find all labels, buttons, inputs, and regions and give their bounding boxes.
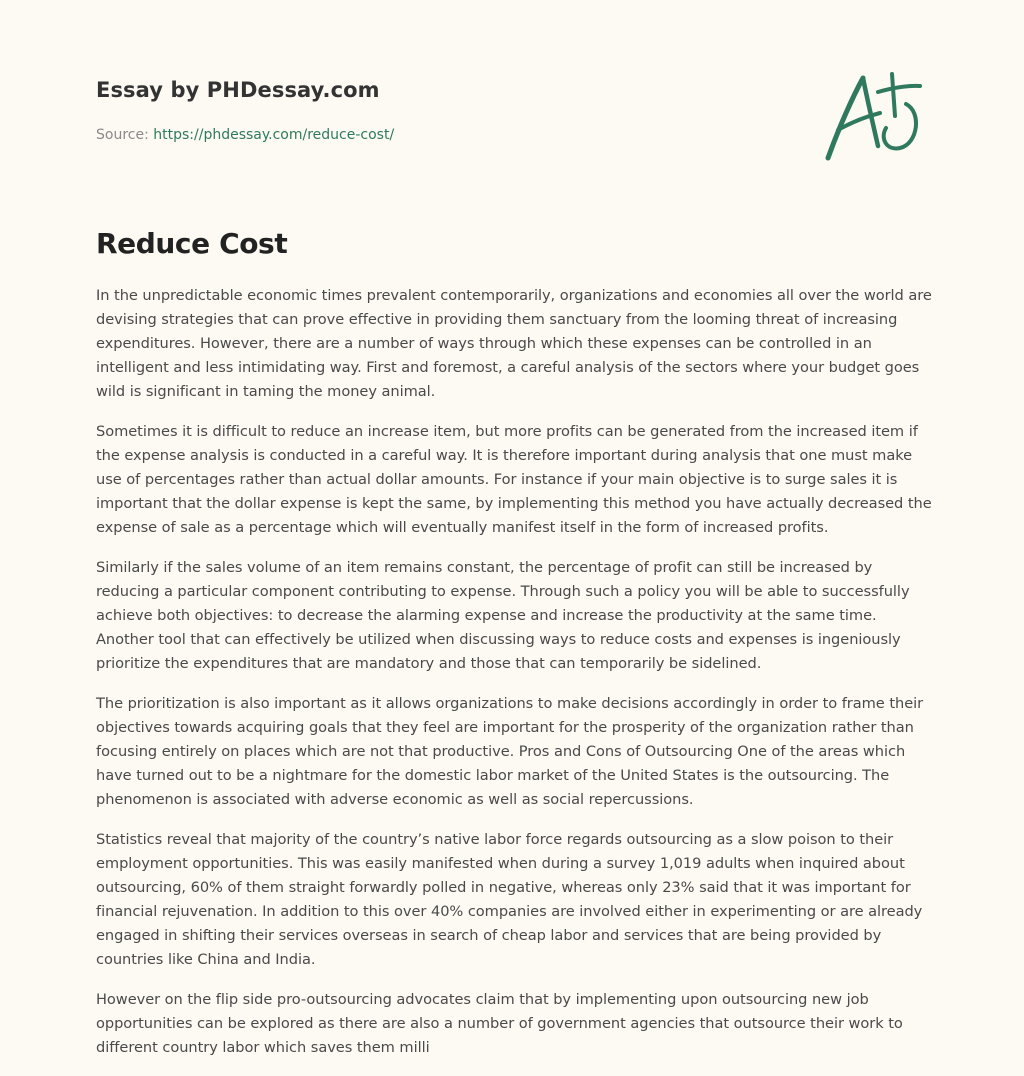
essay-paragraph: Sometimes it is difficult to reduce an increase item, but more profits can be generated from the increased item if the expense analysis is conducted in a careful way. It is therefore important during analysis that one must make use of percentages rather than actual dollar amounts. For instance if your main objective is to surge sales it is important that the dollar expense is kept the same, by implementing this method you have actually decreased the expense of sale as a percentage which will eventually manifest itself in the form of increased profits. <box>96 423 932 536</box>
a-plus-grade-icon <box>818 68 930 164</box>
site-title: Essay by PHDessay.com <box>96 78 380 102</box>
essay-paragraph: However on the flip side pro-outsourcing advocates claim that by implementing upon outsourcing new job opportunities can be explored as there are also a number of government agencies that outsource their work to different country labor which saves them milli <box>96 991 903 1056</box>
essay-paragraph: In the unpredictable economic times prevalent contemporarily, organizations and economies all over the world are devising strategies that can prove effective in providing them sanctuary from the looming threat of increasing expenditures. However, there are a number of ways through which these expenses can be controlled in an intelligent and less intimidating way. First and foremost, a careful analysis of the sectors where your budget goes wild is significant in taming the money animal. <box>96 287 932 400</box>
source-line <box>96 125 696 145</box>
page-header <box>96 76 696 145</box>
source-link[interactable]: https://phdessay.com/reduce-cost/ <box>153 127 395 143</box>
essay-paragraph: The prioritization is also important as it allows organizations to make decisions accordingly in order to frame their objectives towards acquiring goals that they feel are important for the prosperity of the organization rather than focusing entirely on places which are not that productive. Pros and Cons of Outsourcing One of the areas which have turned out to be a nightmare for the domestic labor market of the United States is the outsourcing. The phenomenon is associated with adverse economic as well as social repercussions. <box>96 695 924 808</box>
essay-body <box>96 284 932 1076</box>
source-label: Source: <box>96 127 149 143</box>
essay-title: Reduce Cost <box>96 227 288 260</box>
essay-paragraph: Similarly if the sales volume of an item remains constant, the percentage of profit can still be increased by reducing a particular component contributing to expense. Through such a policy you will be able to successfully achieve both objectives: to decrease the alarming expense and increase the productivity at the same time. Another tool that can effectively be utilized when discussing ways to reduce costs and expenses is ingeniously prioritize the expenditures that are mandatory and those that can temporarily be sidelined. <box>96 559 910 672</box>
essay-paragraph: Statistics reveal that majority of the country’s native labor force regards outsourcing as a slow poison to their employment opportunities. This was easily manifested when during a survey 1,019 adults when inquired about outsourcing, 60% of them straight forwardly polled in negative, whereas only 23% said that it was important for financial rejuvenation. In addition to this over 40% companies are involved either in experimenting or are already engaged in shifting their services overseas in search of cheap labor and services that are being provided by countries like China and India. <box>96 831 923 968</box>
